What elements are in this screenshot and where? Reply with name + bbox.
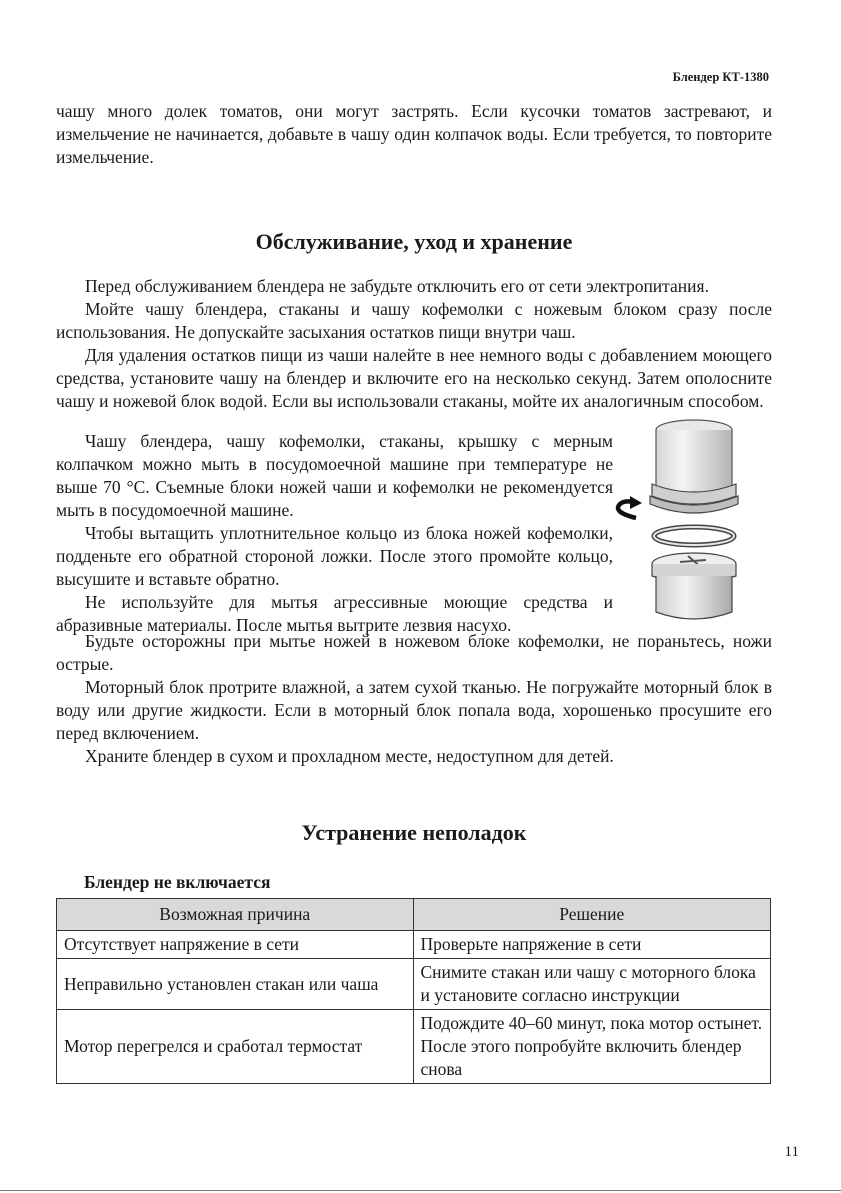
care-paragraph: Моторный блок протрите влажной, а затем сухой тканью. Не погружайте моторный блок в воду или другие жидкости. Если в моторный блок попала вода, хорошенько просушите его перед включением. <box>56 677 772 743</box>
troubleshooting-table <box>56 898 771 1084</box>
page-number: 11 <box>784 1144 799 1160</box>
column-header-solution: Решение <box>413 899 771 931</box>
bottom-divider <box>0 1190 841 1191</box>
cause-cell: Отсутствует напряжение в сети <box>57 931 414 959</box>
care-paragraph: Будьте осторожны при мытье ножей в ножевом блоке кофемолки, не пораньтесь, ножи острые. <box>56 631 772 674</box>
care-paragraph: Храните блендер в сухом и прохладном месте, недоступном для детей. <box>85 746 614 766</box>
section-title-trouble: Устранение неполадок <box>301 820 527 845</box>
table-row <box>57 959 771 1010</box>
page-header: Блендер КТ-1380 <box>672 70 769 84</box>
cause-cell: Мотор перегрелся и сработал термостат <box>57 1010 414 1084</box>
care-paragraph: Чашу блендера, чашу кофемолки, стаканы, крышку с мерным колпачком можно мыть в посудомоечной машине при температуре не выше 70 °С. Съемные блоки ножей чаши и кофемолки не рекомендуется мыть в посудомоечной машине. <box>56 431 613 520</box>
care-paragraph: Перед обслуживанием блендера не забудьте отключить его от сети электропитания. <box>85 276 709 296</box>
care-paragraph: Мойте чашу блендера, стаканы и чашу кофемолки с ножевым блоком сразу после использования. Не допускайте засыхания остатков пищи внутри чаш. <box>56 299 772 342</box>
column-header-cause: Возможная причина <box>57 899 414 931</box>
solution-cell: Снимите стакан или чашу с моторного блока и установите согласно инструкции <box>413 959 771 1010</box>
grinder-disassembly-icon <box>606 404 766 626</box>
table-row <box>57 1010 771 1084</box>
care-paragraph: Не используйте для мытья агрессивные моющие средства и абразивные материалы. После мытья вытрите лезвия насухо. <box>56 592 613 635</box>
section-title-care: Обслуживание, уход и хранение <box>255 229 573 254</box>
table-row <box>57 931 771 959</box>
care-paragraph: Чтобы вытащить уплотнительное кольцо из блока ножей кофемолки, подденьте его обратной стороной ложки. После этого промойте кольцо, высушите и вставьте обратно. <box>56 523 613 589</box>
solution-cell: Подождите 40–60 минут, пока мотор остынет. После этого попробуйте включить блендер снова <box>413 1010 771 1084</box>
intro-paragraph: чашу много долек томатов, они могут застрять. Если кусочки томатов застревают, и измельчение не начинается, добавьте в чашу один колпачок воды. Если требуется, то повторите измельчение. <box>56 101 772 167</box>
intro-text <box>56 100 772 169</box>
care-text-full <box>56 275 772 413</box>
trouble-subheading: Блендер не включается <box>84 872 271 892</box>
care-text-after <box>56 630 772 768</box>
care-paragraph: Для удаления остатков пищи из чаши налейте в нее немного воды с добавлением моющего средства, установите чашу на блендер и включите его на несколько секунд. Затем ополосните чашу и ножевой блок водой. Если вы использовали стаканы, мойте их аналогичным способом. <box>56 345 772 411</box>
cause-cell: Неправильно установлен стакан или чаша <box>57 959 414 1010</box>
table-header-row <box>57 899 771 931</box>
care-text-narrow <box>56 430 613 637</box>
solution-cell: Проверьте напряжение в сети <box>413 931 771 959</box>
